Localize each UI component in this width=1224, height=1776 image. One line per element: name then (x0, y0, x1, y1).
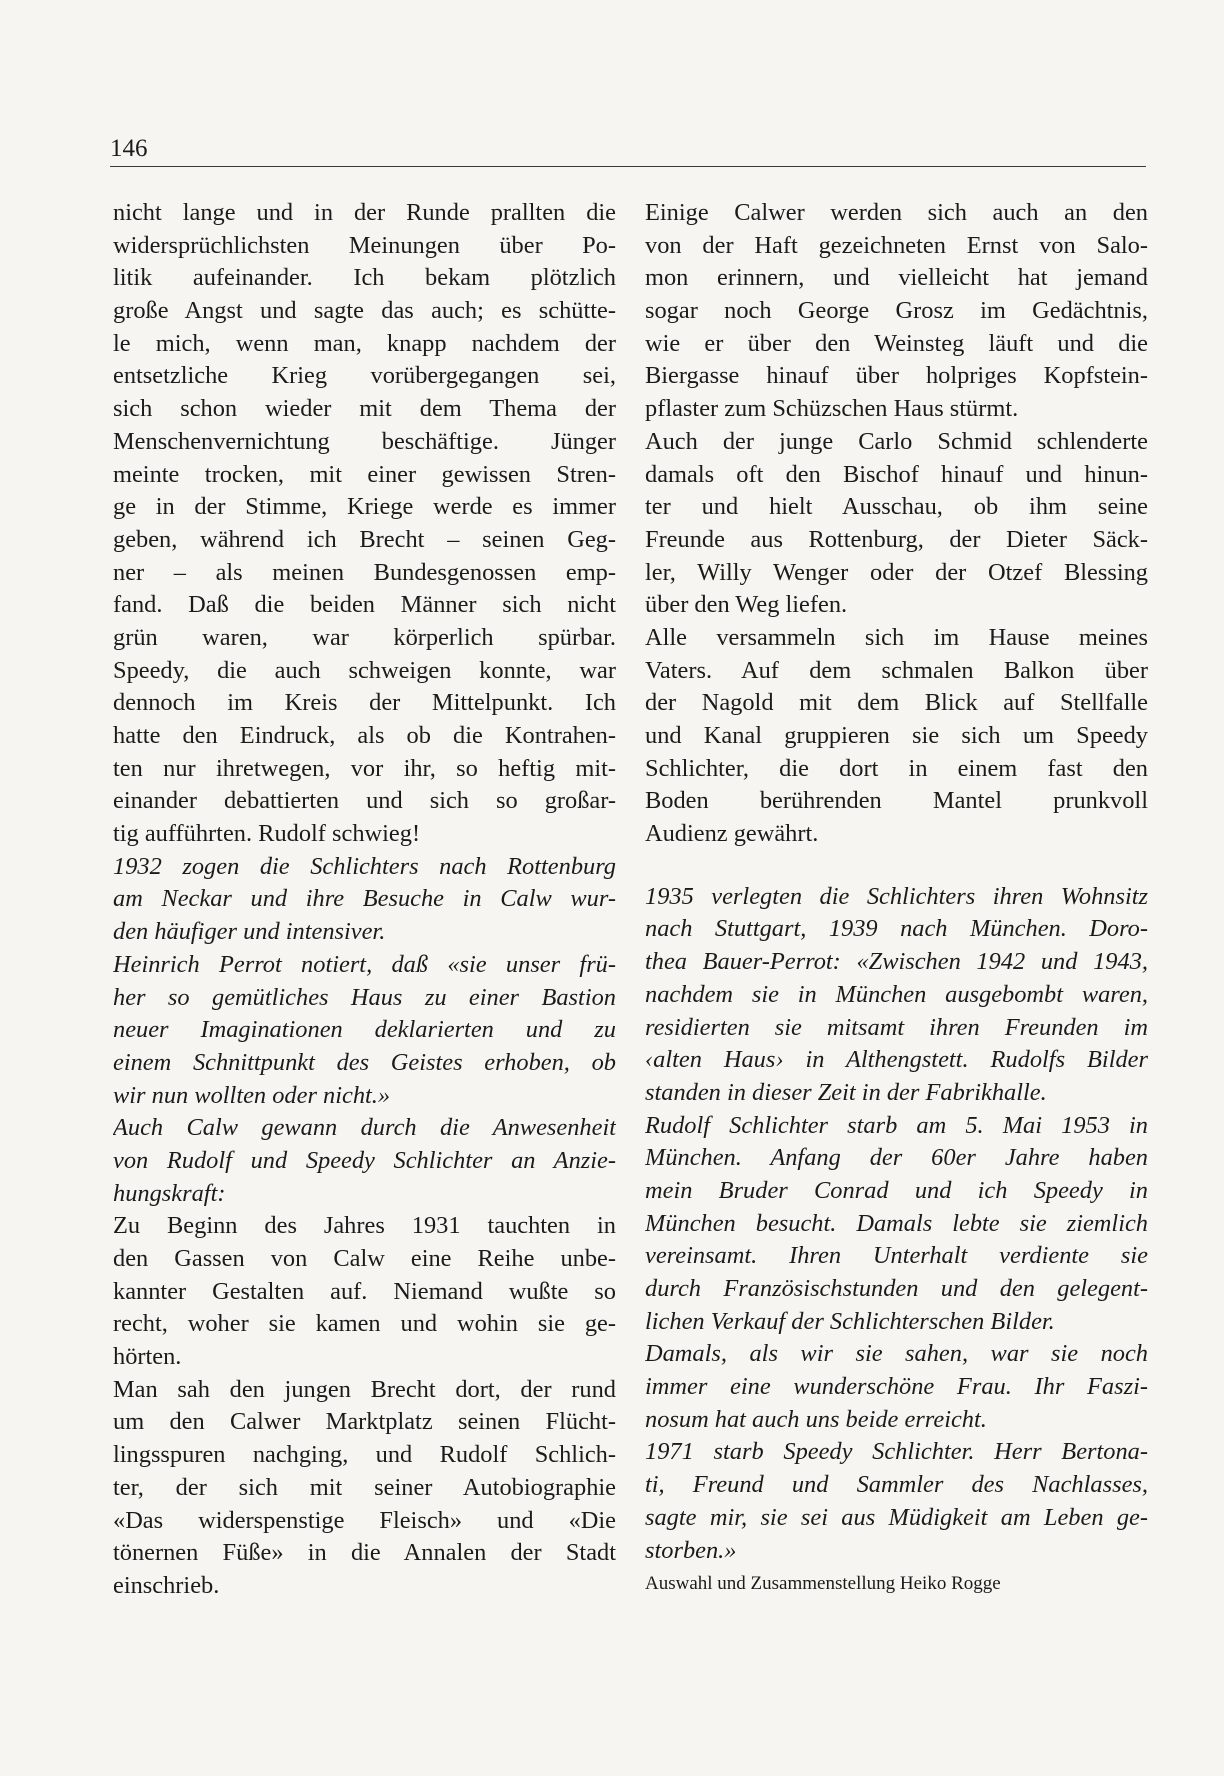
text-line: durch Französischstunden und den gelegent- (645, 1275, 1148, 1302)
text-line: pflaster zum Schüzschen Haus stürmt. (645, 395, 1019, 423)
right-column-part-b (645, 881, 1148, 1567)
text-line: den häufiger und intensiver. (113, 918, 386, 946)
text-line: von Rudolf und Speedy Schlichter an Anzie- (113, 1146, 616, 1174)
text-line: 1932 zogen die Schlichters nach Rottenburg (113, 852, 616, 880)
text-line: tig aufführten. Rudolf schwieg! (113, 820, 421, 848)
right-column-part-a (645, 197, 1148, 851)
text-line: ge in der Stimme, Kriege werde es immer (113, 493, 616, 521)
text-line: Biergasse hinauf über holpriges Kopfstein- (645, 362, 1148, 390)
text-line: her so gemütliches Haus zu einer Bastion (113, 983, 616, 1011)
text-line: sogar noch George Grosz im Gedächtnis, (645, 297, 1148, 325)
header-rule (110, 166, 1146, 167)
text-line: Auch Calw gewann durch die Anwesenheit (113, 1114, 616, 1142)
text-line: von der Haft gezeichneten Ernst von Salo- (645, 231, 1148, 259)
text-line: Vaters. Auf dem schmalen Balkon über (645, 656, 1148, 684)
text-line: München. Anfang der 60er Jahre haben (645, 1144, 1148, 1172)
text-line: lichen Verkauf der Schlichterschen Bilder. (645, 1307, 1055, 1335)
text-line: ter, der sich mit seiner Autobiographie (113, 1473, 616, 1501)
text-line: le mich, wenn man, knapp nachdem der (113, 329, 616, 357)
text-line: einschrieb. (113, 1571, 220, 1599)
text-line: widersprüchlichsten Meinungen über Po- (113, 231, 616, 259)
text-line: tönernen Füße» in die Annalen der Stadt (113, 1539, 616, 1567)
text-line: 1971 starb Speedy Schlichter. Herr Bertona- (645, 1438, 1148, 1466)
text-line: Zu Beginn des Jahres 1931 tauchten in (113, 1212, 616, 1240)
text-line: fand. Daß die beiden Männer sich nicht (113, 591, 616, 619)
text-line: am Neckar und ihre Besuche in Calw wur- (113, 885, 616, 913)
text-line: der Nagold mit dem Blick auf Stellfalle (645, 689, 1148, 717)
text-line: recht, woher sie kamen und wohin sie ge- (113, 1310, 616, 1338)
section-gap (645, 851, 1148, 881)
text-line: Alle versammeln sich im Hause meines (645, 623, 1148, 651)
text-line: große Angst und sagte das auch; es schütte- (113, 297, 616, 325)
text-line: Einige Calwer werden sich auch an den (645, 199, 1148, 226)
text-line: hungskraft: (113, 1179, 226, 1207)
text-line: damals oft den Bischof hinauf und hinun- (645, 460, 1148, 488)
text-line: entsetzliche Krieg vorübergegangen sei, (113, 362, 616, 390)
text-line: Rudolf Schlichter starb am 5. Mai 1953 in (645, 1111, 1148, 1139)
text-line: ‹alten Haus› in Althengstett. Rudolfs Bilder (645, 1046, 1148, 1074)
right-column (645, 197, 1148, 1597)
text-line: Auch der junge Carlo Schmid schlenderte (645, 427, 1148, 455)
left-column (113, 197, 616, 1603)
text-line: lingsspuren nachging, und Rudolf Schlich- (113, 1441, 616, 1469)
text-line: «Das widerspenstige Fleisch» und «Die (113, 1506, 616, 1534)
text-line: Freunde aus Rottenburg, der Dieter Säck- (645, 525, 1148, 553)
text-line: mon erinnern, und vielleicht hat jemand (645, 264, 1148, 292)
text-line: litik aufeinander. Ich bekam plötzlich (113, 264, 616, 292)
text-line: einander debattierten und sich so großar- (113, 787, 616, 815)
text-line: Damals, als wir sie sahen, war sie noch (645, 1340, 1148, 1368)
text-line: vereinsamt. Ihren Unterhalt verdiente sie (645, 1242, 1148, 1270)
text-line: wie er über den Weinsteg läuft und die (645, 329, 1148, 357)
text-line: hörten. (113, 1343, 182, 1371)
text-line: dennoch im Kreis der Mittelpunkt. Ich (113, 689, 616, 717)
text-line: nicht lange und in der Runde prallten die (113, 199, 616, 226)
text-line: über den Weg liefen. (645, 591, 848, 619)
text-line: wir nun wollten oder nicht.» (113, 1081, 391, 1109)
text-line: 1935 verlegten die Schlichters ihren Wohnsitz (645, 882, 1148, 910)
text-line: Audienz gewährt. (645, 820, 819, 848)
credit-line: Auswahl und Zusammenstellung Heiko Rogge (645, 1573, 1001, 1595)
text-line: neuer Imaginationen deklarierten und zu (113, 1016, 616, 1044)
text-line: storben.» (645, 1536, 737, 1564)
text-line: sich schon wieder mit dem Thema der (113, 395, 616, 423)
text-line: Speedy, die auch schweigen konnte, war (113, 656, 616, 684)
text-line: den Gassen von Calw eine Reihe unbe- (113, 1245, 616, 1272)
text-line: standen in dieser Zeit in der Fabrikhalle. (645, 1078, 1047, 1106)
text-line: Boden berührenden Mantel prunkvoll (645, 787, 1148, 815)
text-line: Man sah den jungen Brecht dort, der rund (113, 1375, 616, 1403)
text-line: ner – als meinen Bundesgenossen emp- (113, 558, 616, 586)
text-line: geben, während ich Brecht – seinen Geg- (113, 525, 616, 553)
text-line: thea Bauer-Perrot: «Zwischen 1942 und 1943, (645, 948, 1148, 976)
text-line: sagte mir, sie sei aus Müdigkeit am Leben ge- (645, 1503, 1148, 1531)
text-line: residierten sie mitsamt ihren Freunden im (645, 1013, 1148, 1041)
text-line: kannter Gestalten auf. Niemand wußte so (113, 1277, 616, 1305)
text-line: nachdem sie in München ausgebombt waren, (645, 980, 1148, 1008)
text-line: immer eine wunderschöne Frau. Ihr Faszi- (645, 1373, 1148, 1401)
text-line: einem Schnittpunkt des Geistes erhoben, ob (113, 1048, 616, 1076)
text-line: ten nur ihretwegen, vor ihr, so heftig mit- (113, 754, 616, 782)
text-line: Menschenvernichtung beschäftige. Jünger (113, 427, 616, 455)
text-line: ter und hielt Ausschau, ob ihm seine (645, 493, 1148, 521)
text-line: Heinrich Perrot notiert, daß «sie unser frü- (113, 950, 616, 978)
text-line: ler, Willy Wenger oder der Otzef Blessing (645, 558, 1148, 586)
text-line: Schlichter, die dort in einem fast den (645, 754, 1148, 782)
text-line: grün waren, war körperlich spürbar. (113, 623, 616, 651)
text-line: nosum hat auch uns beide erreicht. (645, 1405, 987, 1433)
text-line: mein Bruder Conrad und ich Speedy in (645, 1176, 1148, 1204)
text-line: nach Stuttgart, 1939 nach München. Doro- (645, 915, 1148, 943)
text-line: ti, Freund und Sammler des Nachlasses, (645, 1471, 1148, 1499)
text-line: meinte trocken, mit einer gewissen Stren- (113, 460, 616, 488)
text-line: und Kanal gruppieren sie sich um Speedy (645, 722, 1148, 749)
page-number: 146 (110, 135, 148, 162)
text-line: München besucht. Damals lebte sie ziemlich (645, 1209, 1148, 1237)
text-line: hatte den Eindruck, als ob die Kontrahen- (113, 722, 616, 749)
text-line: um den Calwer Marktplatz seinen Flücht- (113, 1408, 616, 1436)
